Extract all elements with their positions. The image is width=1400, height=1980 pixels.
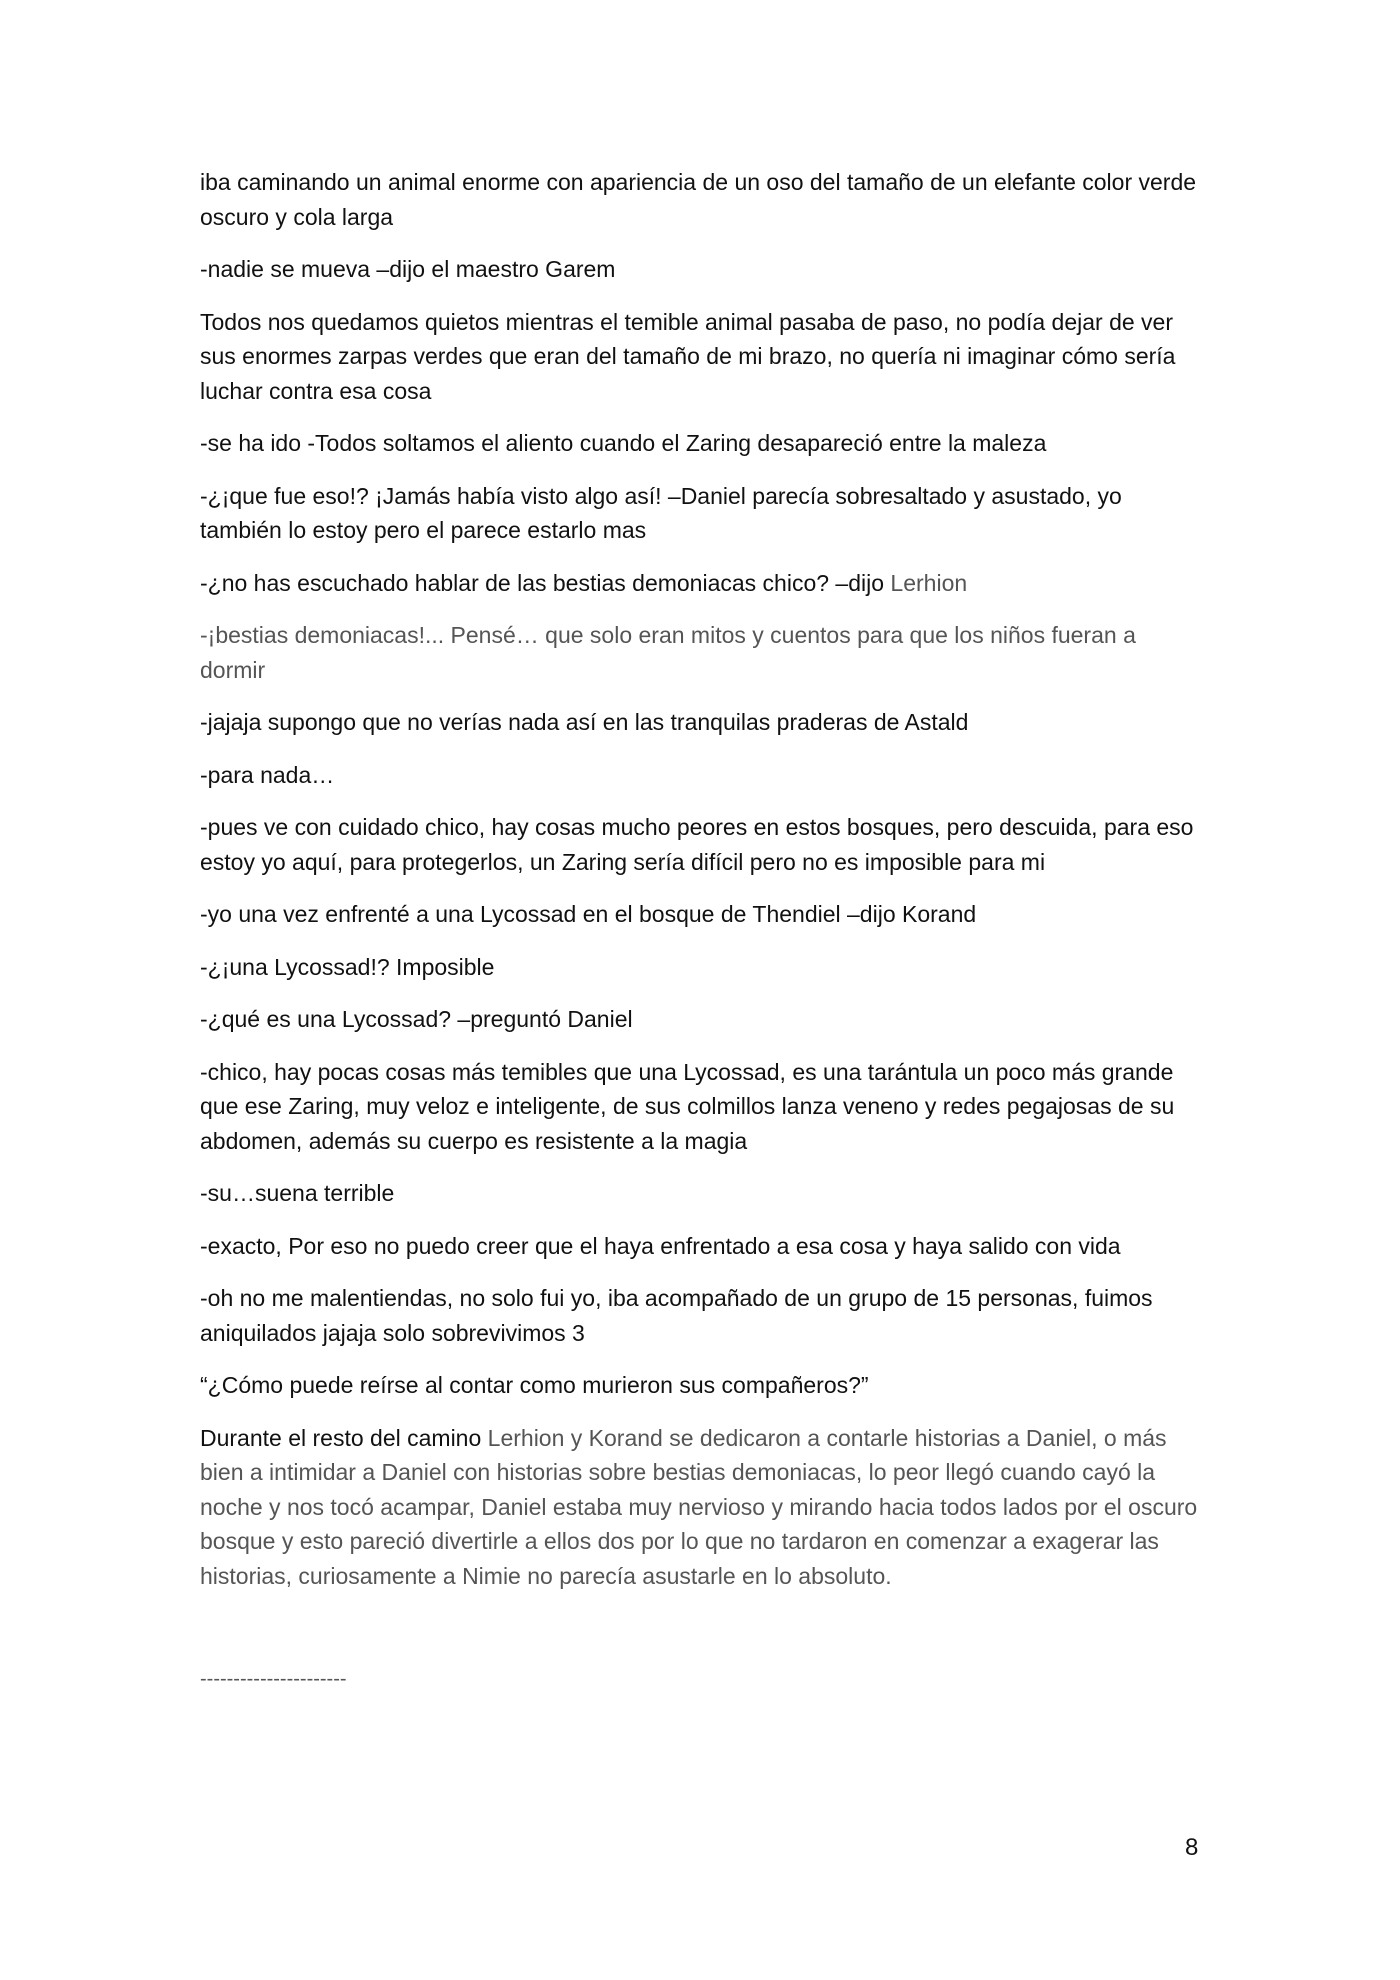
paragraph: -oh no me malentiendas, no solo fui yo, iba acompañado de un grupo de 15 personas, fuimos aniquilados jajaja solo sobrevivimos 3: [200, 1285, 1153, 1346]
paragraph: -exacto, Por eso no puedo creer que el haya enfrentado a esa cosa y haya salido con vida: [200, 1232, 1121, 1259]
paragraph: -yo una vez enfrenté a una Lycossad en el bosque de Thendiel –dijo Korand: [200, 901, 977, 927]
paragraph: -chico, hay pocas cosas más temibles que una Lycossad, es una tarántula un poco más grande que ese Zaring, muy veloz e inteligente, de sus colmillos lanza veneno y redes pegajosas de su abdomen, además su cuerpo es resistente a la magia: [200, 1058, 1175, 1154]
paragraph-text-gray: Lerhion: [890, 569, 968, 596]
page-number: 8: [1185, 1834, 1199, 1861]
paragraph-text: Durante el resto del camino: [200, 1424, 488, 1451]
paragraph: [200, 566, 1205, 601]
paragraph: -¡bestias demoniacas!... Pensé… que solo eran mitos y cuentos para que los niños fueran a dormir: [200, 622, 1136, 683]
body-text: [200, 165, 1205, 1611]
paragraph: iba caminando un animal enorme con apariencia de un oso del tamaño de un elefante color verde oscuro y cola larga: [200, 169, 1197, 230]
paragraph: -su…suena terrible: [200, 1180, 395, 1206]
paragraph-text-gray: Lerhion y Korand se dedicaron a contarle historias a Daniel, o más bien a intimidar a Daniel con historias sobre bestias demoniacas, lo peor llegó cuando cayó la noche y nos tocó acampar, Daniel estaba muy nervioso y mirando hacia todos lados por el oscuro bosque y esto pareció divertirle a ellos dos por lo que no tardaron en comenzar a exagerar las historias, curiosamente a Nimie no parecía asustarle en lo absoluto.: [200, 1424, 1198, 1589]
paragraph: -nadie se mueva –dijo el maestro Garem: [200, 256, 616, 282]
paragraph: -pues ve con cuidado chico, hay cosas mucho peores en estos bosques, pero descuida, para eso estoy yo aquí, para protegerlos, un Zaring sería difícil pero no es imposible para mi: [200, 814, 1194, 875]
paragraph: -para nada…: [200, 761, 335, 788]
paragraph: -¿¡una Lycossad!? Imposible: [200, 953, 495, 980]
paragraph: “¿Cómo puede reírse al contar como murieron sus compañeros?”: [200, 1372, 869, 1398]
paragraph: -¿qué es una Lycossad? –preguntó Daniel: [200, 1006, 633, 1032]
paragraph: -¿¡que fue eso!? ¡Jamás había visto algo así! –Daniel parecía sobresaltado y asustado, yo también lo estoy pero el parece estarlo mas: [200, 482, 1122, 543]
paragraph: [200, 1421, 1205, 1594]
paragraph-text: -¿no has escuchado hablar de las bestias demoniacas chico? –dijo: [200, 569, 891, 596]
footnote-separator: ----------------------: [200, 1668, 347, 1690]
paragraph: -se ha ido -Todos soltamos el aliento cuando el Zaring desapareció entre la maleza: [200, 430, 1047, 456]
paragraph: -jajaja supongo que no verías nada así en las tranquilas praderas de Astald: [200, 709, 969, 735]
paragraph: Todos nos quedamos quietos mientras el temible animal pasaba de paso, no podía dejar de ver sus enormes zarpas verdes que eran del tamaño de mi brazo, no quería ni imaginar cómo sería luchar contra esa cosa: [200, 308, 1176, 404]
